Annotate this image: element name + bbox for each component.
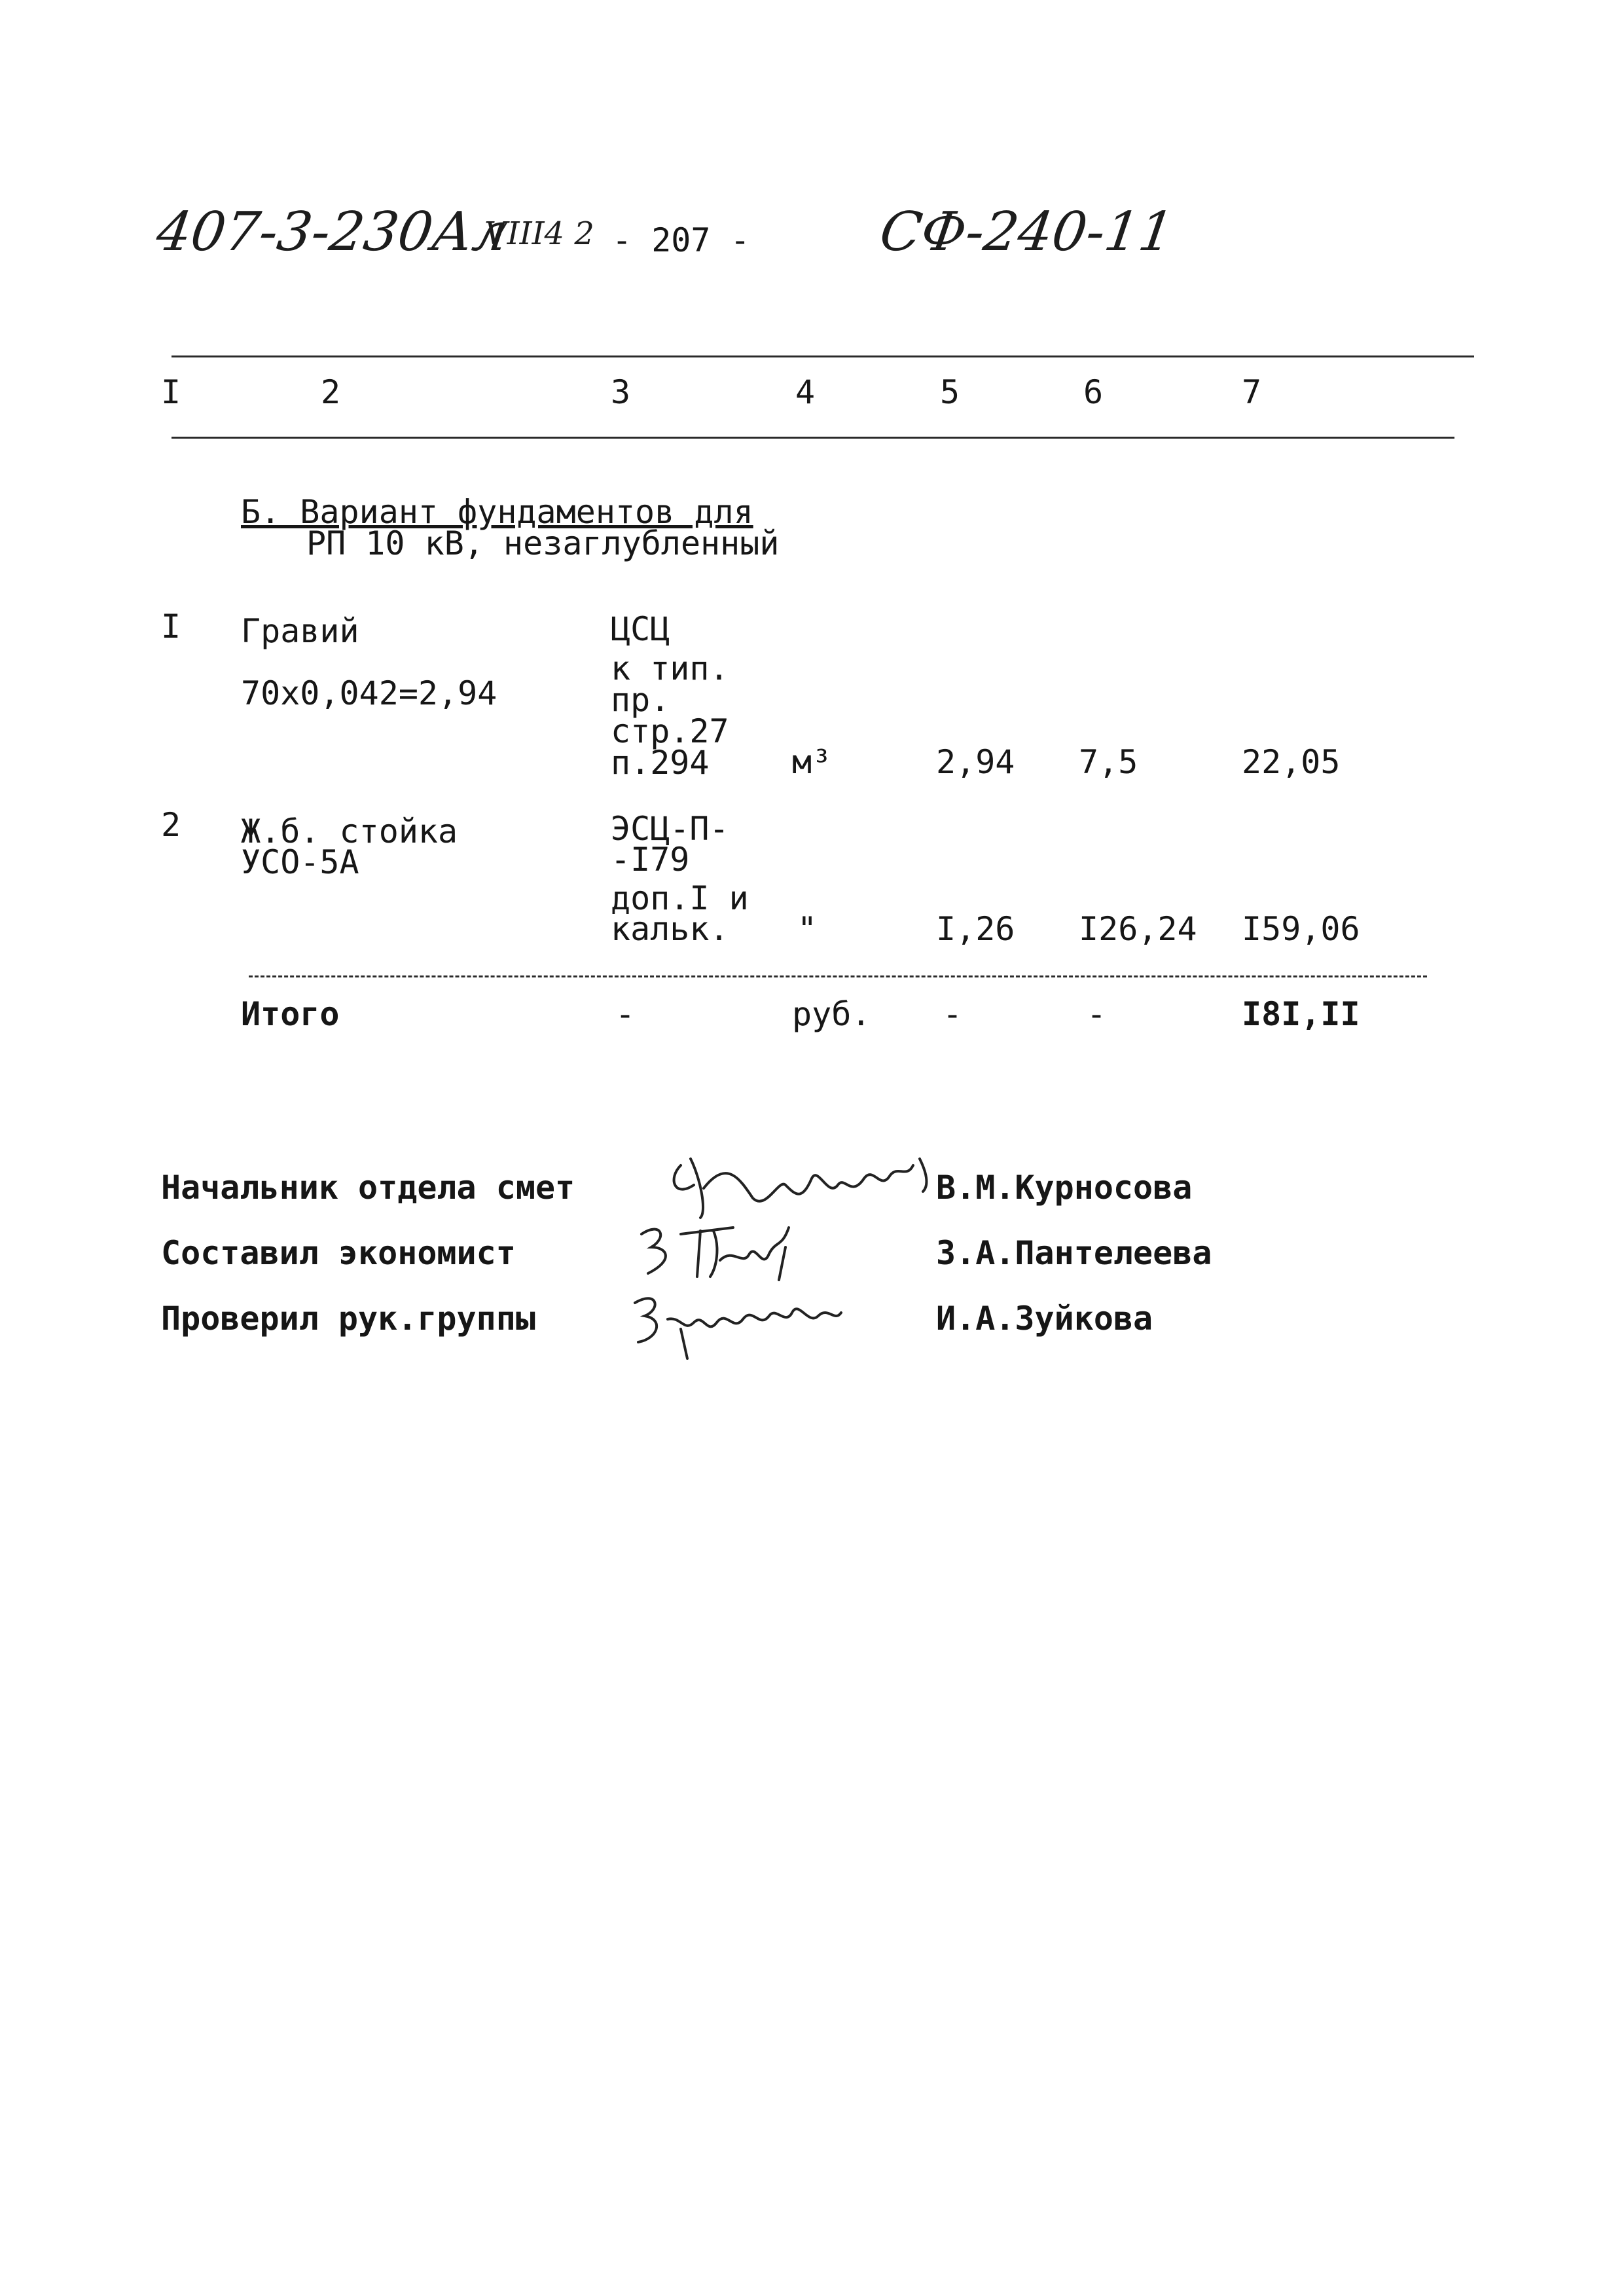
column-header-7: 7 xyxy=(1242,373,1262,411)
sheet-code: СФ-240-11 xyxy=(876,201,1178,263)
basis-line: доп.I и xyxy=(611,879,749,917)
unit: " xyxy=(797,910,818,948)
album-number: VIII4 2 xyxy=(484,215,594,252)
signature-name: В.М.Курносова xyxy=(936,1169,1193,1207)
signature-role: Проверил рук.группы xyxy=(161,1300,535,1338)
grand-total: I8I,II xyxy=(1242,995,1360,1033)
column-header-2: 2 xyxy=(321,373,341,411)
line-total: I59,06 xyxy=(1242,910,1360,948)
section-title xyxy=(241,494,779,561)
item-name: Ж.б. стойка xyxy=(241,812,458,850)
quantity: I,26 xyxy=(936,910,1015,948)
signature-role: Начальник отдела смет xyxy=(161,1169,575,1207)
column-header-6: 6 xyxy=(1083,373,1104,411)
item-name: Гравий xyxy=(241,612,359,650)
unit-price: I26,24 xyxy=(1079,910,1197,948)
column-header-5: 5 xyxy=(940,373,960,411)
item-basis xyxy=(611,810,749,948)
table-top-rule xyxy=(171,355,1474,357)
basis-line: кальк. xyxy=(611,910,729,948)
total-label: Итого xyxy=(241,995,340,1033)
item-type: УСО-5А xyxy=(241,843,359,881)
signature-name: И.А.Зуйкова xyxy=(936,1300,1153,1338)
quantity: 2,94 xyxy=(936,743,1015,781)
total-separator-rule xyxy=(249,975,1427,977)
basis-line: -I79 xyxy=(611,841,690,879)
item-calculation: 70х0,042=2,94 xyxy=(241,674,497,712)
section-title-line1: Б. Вариант фундаментов для xyxy=(241,493,753,531)
document-code: 407-3-230Ал xyxy=(153,201,512,263)
basis-line: стр.27 xyxy=(611,712,729,750)
column-header-3: 3 xyxy=(611,373,631,411)
unit: м³ xyxy=(792,743,832,781)
table-header-rule xyxy=(171,437,1454,439)
signature-name: З.А.Пантелеева xyxy=(936,1234,1212,1272)
handwritten-signature xyxy=(622,1280,857,1365)
line-total: 22,05 xyxy=(1242,743,1341,781)
column-header-1: I xyxy=(161,373,181,411)
basis-line: к тип. xyxy=(611,649,729,687)
total-unit: руб. xyxy=(792,995,871,1033)
column-header-4: 4 xyxy=(795,373,816,411)
row-number: 2 xyxy=(161,806,181,844)
page-number: - 207 - xyxy=(612,221,750,259)
section-title-line2: РП 10 кВ, незаглубленный xyxy=(306,524,780,562)
basis-line: ЦСЦ xyxy=(611,610,670,648)
signature-role: Составил экономист xyxy=(161,1234,516,1272)
unit-price: 7,5 xyxy=(1079,743,1138,781)
item-basis xyxy=(611,610,729,782)
basis-line: ЭСЦ-П- xyxy=(611,810,729,848)
total-basis: - xyxy=(615,995,636,1033)
basis-line: п.294 xyxy=(611,744,710,782)
total-price: - xyxy=(1087,995,1107,1033)
row-number: I xyxy=(161,608,181,646)
basis-line: пр. xyxy=(611,681,670,719)
total-quantity: - xyxy=(943,995,963,1033)
